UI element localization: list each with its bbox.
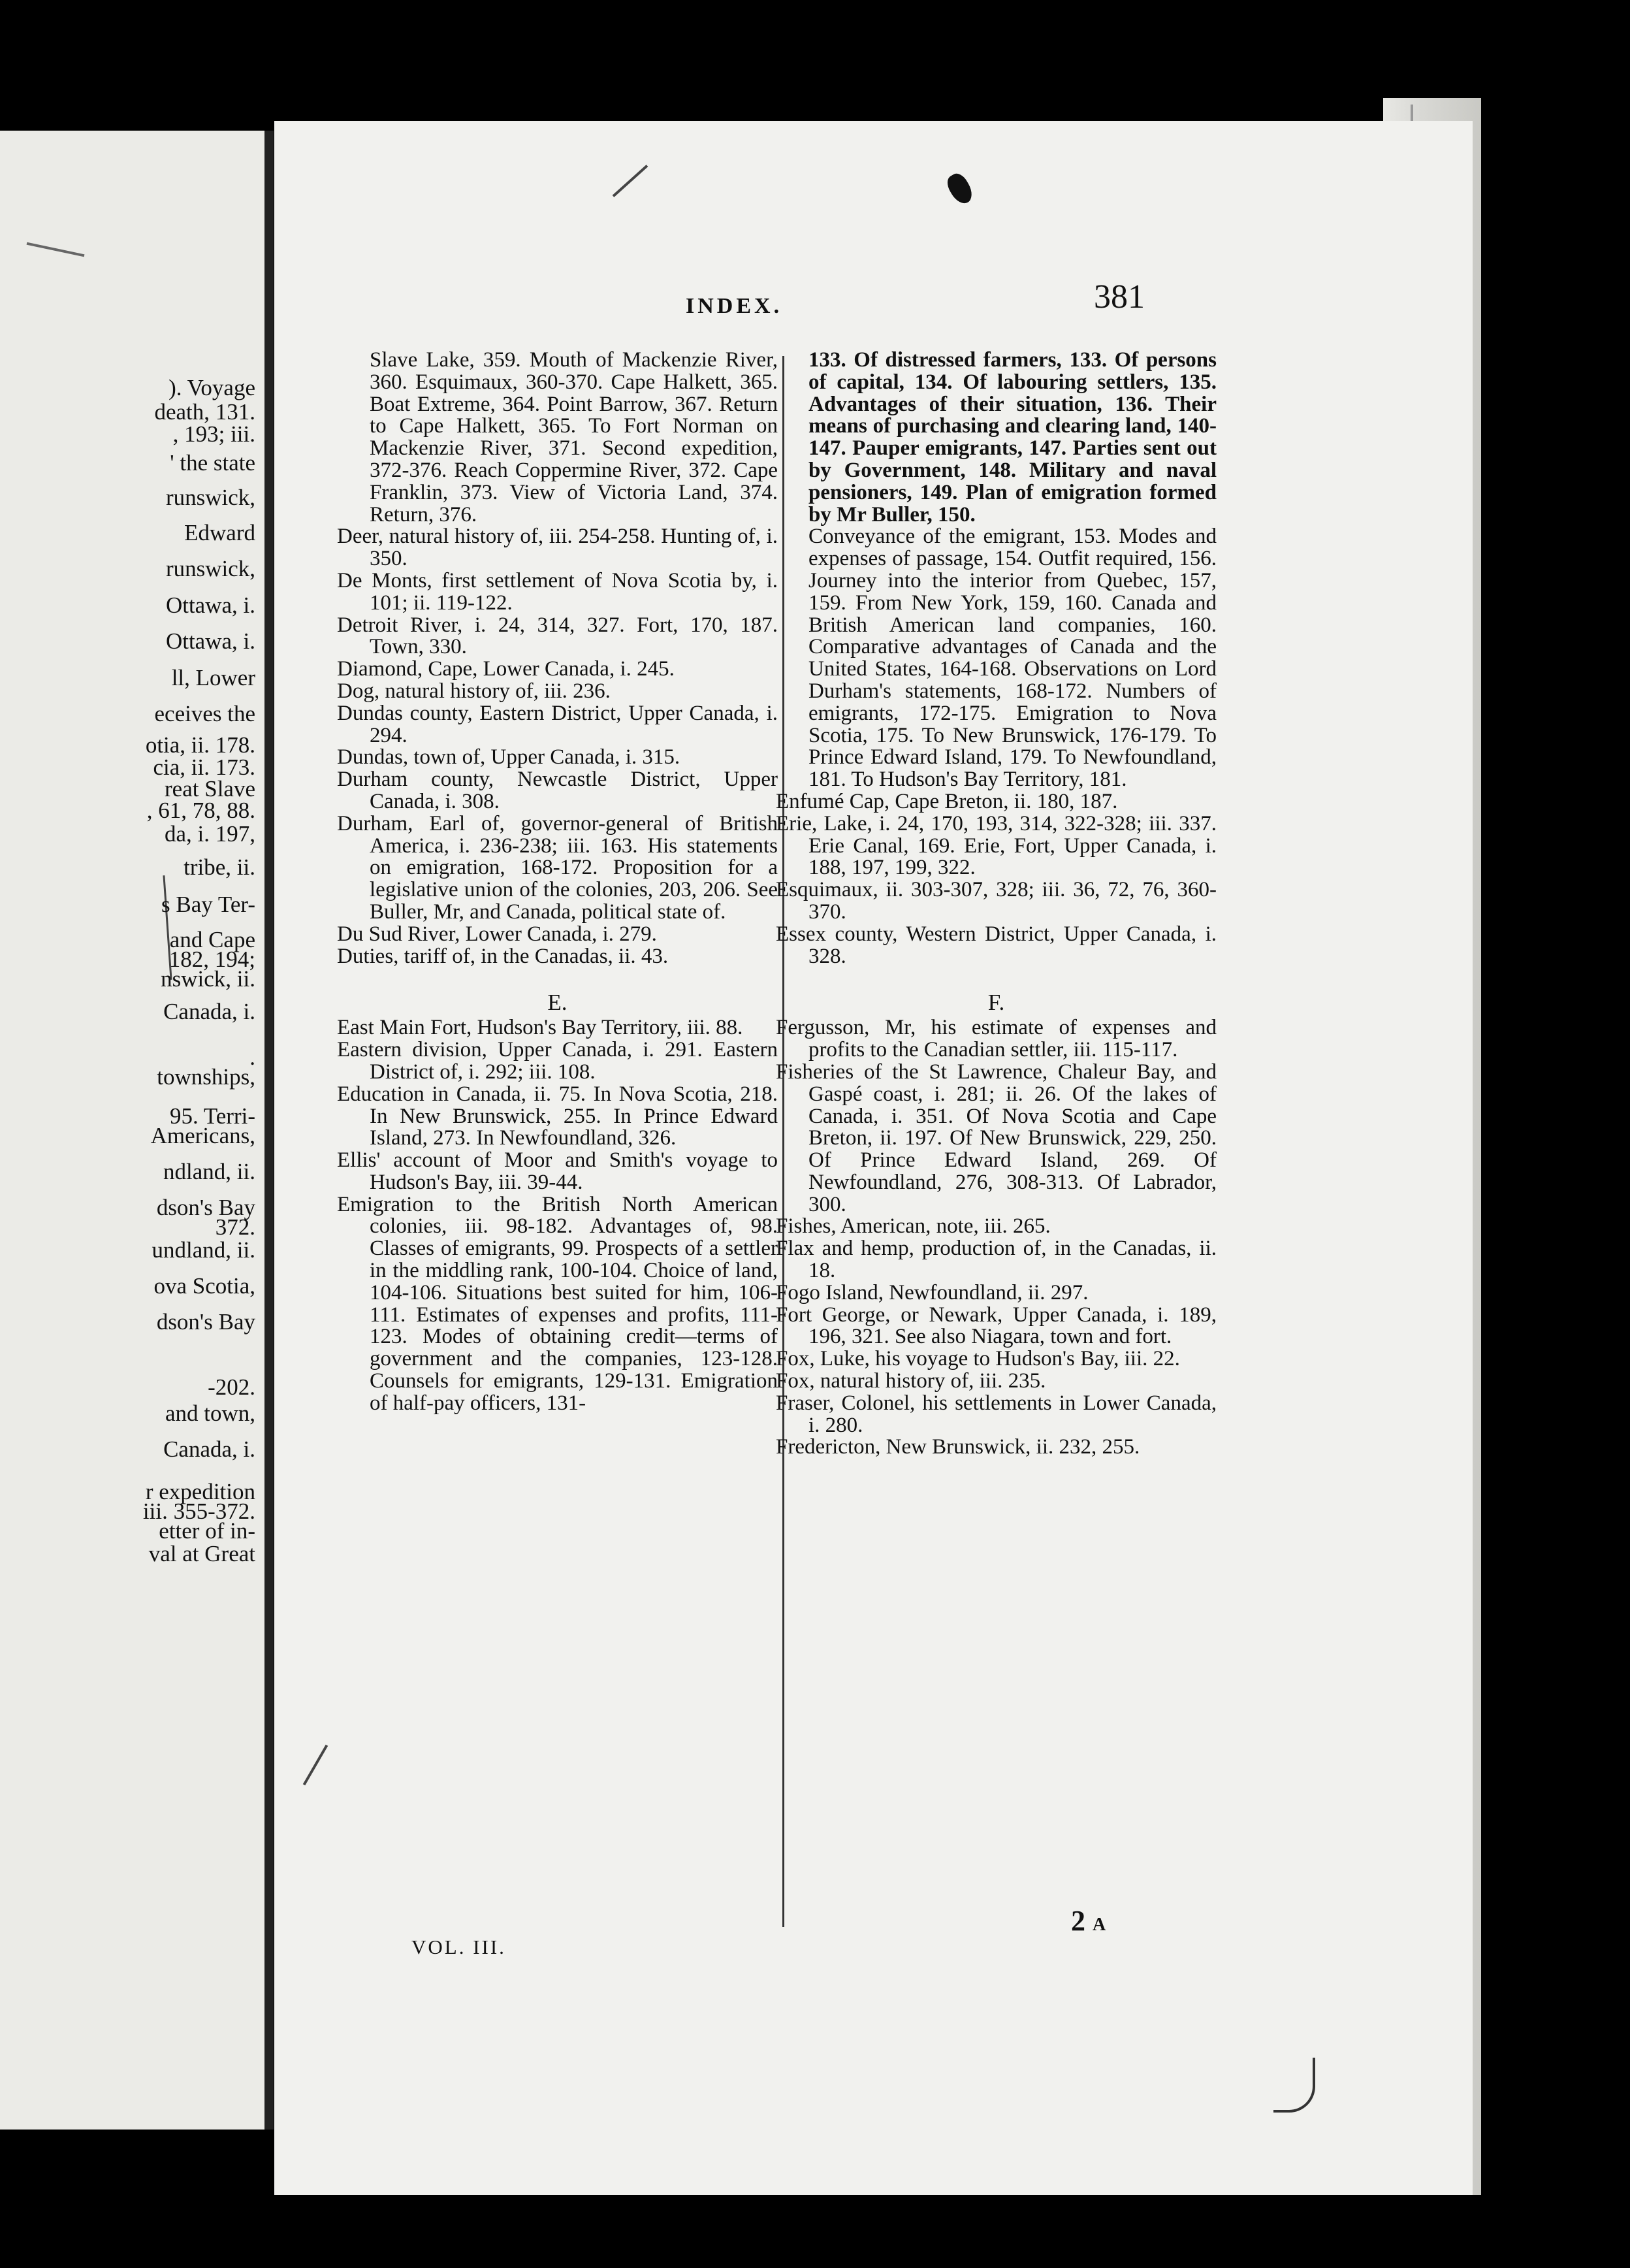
facing-page-text: and town, — [165, 1401, 255, 1426]
index-entry: Fort George, or Newark, Upper Canada, i. 189, 196, 321. See also Niagara, town and fort. — [776, 1303, 1217, 1349]
index-entry: Duties, tariff of, in the Canadas, ii. 43. — [337, 944, 669, 968]
entries-f — [776, 1017, 1217, 1459]
index-entry: Fraser, Colonel, his settlements in Lower Canada, i. 280. — [776, 1391, 1217, 1437]
facing-page-text: ll, Lower — [171, 665, 255, 690]
continued-entry: Conveyance of the emigrant, 153. Modes and expenses of passage, 154. Outfit required, 156. Journey into the interior from Quebec, 157, 159. From New York, 159, 160. Canada and British American land companies, 160. Comparative advantages of Canada and the United States, 164-168. Observations on Lord Durham's statements, 168-172. Numbers of emigrants, 172-175. Emigration to Nova Scotia, 175. To New Brunswick, 176-179. To Prince Edward Island, 179. To Newfoundland, 181. To Hudson's Bay Territory, 181. — [808, 525, 1217, 792]
running-head: INDEX. — [686, 294, 783, 318]
facing-page-text: eceives the — [154, 701, 255, 726]
facing-page-text: . — [249, 1045, 255, 1070]
index-entry: Durham, Earl of, governor-general of British America, i. 236-238; iii. 163. His statements on emigration, 168-172. Proposition for a legislative union of the colonies, 203, 206. See Buller, Mr, and Canada, political state of. — [337, 811, 778, 924]
index-entry: Eastern division, Upper Canada, i. 291. Eastern District of, i. 292; iii. 108. — [337, 1038, 778, 1084]
facing-page-text: r expedition — [145, 1479, 255, 1504]
index-column-right — [776, 349, 1217, 1459]
facing-page-text: ova Scotia, — [153, 1273, 255, 1299]
entries-e — [337, 1017, 778, 1414]
facing-page-text: iii. 355-372. — [142, 1498, 255, 1524]
facing-page-text: Americans, — [150, 1123, 255, 1148]
index-entry: Erie, Lake, i. 24, 170, 193, 314, 322-328; iii. 337. Erie Canal, 169. Erie, Fort, Upper Canada, i. 188, 197, 199, 322. — [776, 811, 1217, 880]
facing-page-text: runswick, — [165, 556, 255, 581]
facing-page-text: val at Great — [148, 1541, 255, 1566]
facing-page-text: undland, ii. — [152, 1237, 255, 1263]
index-entry: Du Sud River, Lower Canada, i. 279. — [337, 922, 657, 946]
facing-page-text: death, 131. — [154, 399, 255, 425]
index-entry: Essex county, Western District, Upper Canada, i. 328. — [776, 922, 1217, 968]
index-entry: Fisheries of the St Lawrence, Chaleur Bay, and Gaspé coast, i. 281; ii. 26. Of the lakes of Canada, i. 351. Of Nova Scotia and Cape Breton, ii. 197. Of New Brunswick, 229, 250. Of Prince Edward Island, 269. Of Newfoundland, 276, 308-313. Of Labrador, 300. — [776, 1060, 1217, 1216]
entries-d — [337, 526, 778, 967]
page-number: 381 — [1094, 278, 1145, 316]
facing-page-text: runswick, — [165, 485, 255, 510]
index-column-left — [337, 349, 778, 1415]
index-entry: Diamond, Cape, Lower Canada, i. 245. — [337, 657, 675, 681]
facing-page-text: da, i. 197, — [164, 821, 255, 847]
volume-footer: VOL. III. — [411, 1936, 506, 1958]
facing-page-text: ). Voyage — [168, 375, 255, 400]
facing-page-text: Canada, i. — [163, 1436, 255, 1462]
facing-page-text: ' the state — [170, 450, 255, 476]
facing-page-text: dson's Bay — [156, 1309, 255, 1335]
facing-page-text: s Bay Ter- — [161, 892, 255, 917]
facing-page-text: otia, ii. 178. — [145, 732, 255, 758]
facing-page-text: Edward — [184, 520, 255, 545]
facing-page-text: townships, — [157, 1064, 255, 1090]
facing-page-text: dson's Bay — [156, 1195, 255, 1220]
index-entry: Ellis' account of Moor and Smith's voyage to Hudson's Bay, iii. 39-44. — [337, 1148, 778, 1194]
index-entry: De Monts, first settlement of Nova Scotia by, i. 101; ii. 119-122. — [337, 568, 778, 615]
index-entry: Fishes, American, note, iii. 265. — [776, 1214, 1051, 1239]
facing-page-text: reat Slave — [165, 776, 255, 802]
index-entry: Durham county, Newcastle District, Upper Canada, i. 308. — [337, 768, 778, 813]
facing-page-text: 182, 194; — [168, 947, 255, 972]
index-entry: Dundas county, Eastern District, Upper Canada, i. 294. — [337, 701, 778, 747]
facing-page-text: Ottawa, i. — [165, 592, 255, 618]
index-entry: Emigration to the British North American colonies, iii. 98-182. Advantages of, 98. Classes of emigrants, 99. Prospects of a settler in the middling rank, 100-104. Choice of land, 104-106. Situations best suited for him, 106-111. Estimates of expenses and profits, 111-123. Modes of obtaining credit—terms of government and the companies, 123-128. Counsels for emigrants, 129-131. Emigration of half-pay officers, 131- — [337, 1192, 778, 1415]
index-entry: Fogo Island, Newfoundland, ii. 297. — [776, 1280, 1089, 1304]
continued-entry: Slave Lake, 359. Mouth of Mackenzie River, 360. Esquimaux, 360-370. Cape Halkett, 365. Boat Extreme, 364. Point Barrow, 367. Return to Cape Halkett, 365. To Fort Norman on Mackenzie River, 371. Second expedition, 372-376. Reach Coppermine River, 372. Cape Franklin, 373. View of Victoria Land, 374. Return, 376. — [370, 348, 778, 526]
signature-mark — [1071, 1904, 1106, 1937]
index-entry: Detroit River, i. 24, 314, 327. Fort, 170, 187. Town, 330. — [337, 613, 778, 659]
facing-page-text: -202. — [208, 1374, 255, 1400]
facing-page-text: and Cape — [169, 927, 255, 952]
index-entry: Dundas, town of, Upper Canada, i. 315. — [337, 745, 680, 770]
continued-entry-bold: 133. Of distressed farmers, 133. Of persons of capital, 134. Of labouring settlers, 135. Advantages of their situation, 136. Their means of purchasing and clearing land, 140-147. Pauper emigrants, 147. Parties sent out by Government, 148. Military and naval pensioners, 149. Plan of emigration formed by Mr Buller, 150. — [808, 348, 1217, 526]
index-entry: Fox, Luke, his voyage to Hudson's Bay, iii. 22. — [776, 1347, 1180, 1371]
index-entry: Fredericton, New Brunswick, ii. 232, 255. — [776, 1435, 1140, 1459]
index-entry: Esquimaux, ii. 303-307, 328; iii. 36, 72, 76, 360-370. — [776, 878, 1217, 924]
facing-page-text: Canada, i. — [163, 999, 255, 1024]
index-entry: Enfumé Cap, Cape Breton, ii. 180, 187. — [776, 789, 1118, 813]
index-entry: Fox, natural history of, iii. 235. — [776, 1369, 1046, 1393]
facing-page-text: Ottawa, i. — [165, 628, 255, 654]
index-entry: East Main Fort, Hudson's Bay Territory, iii. 88. — [337, 1016, 743, 1040]
entries-e — [776, 791, 1217, 967]
facing-page-fragment — [0, 131, 274, 2130]
scratch-mark — [27, 242, 85, 257]
facing-page-text: nswick, ii. — [161, 966, 255, 992]
facing-page-text: cia, ii. 173. — [153, 754, 255, 780]
index-entry: Flax and hemp, production of, in the Canadas, ii. 18. — [776, 1237, 1217, 1283]
index-entry: Fergusson, Mr, his estimate of expenses and profits to the Canadian settler, iii. 115-117. — [776, 1016, 1217, 1062]
facing-page-text: , 61, 78, 88. — [146, 798, 255, 823]
facing-page-text: etter of in- — [159, 1518, 255, 1544]
facing-page-text: 372. — [215, 1214, 255, 1240]
signature-letter: A — [1093, 1915, 1106, 1935]
facing-page-text: 95. Terri- — [169, 1103, 255, 1129]
section-letter-f: F. — [987, 990, 1005, 1016]
index-entry: Dog, natural history of, iii. 236. — [337, 679, 611, 703]
signature-number: 2 — [1071, 1905, 1085, 1937]
section-letter-e: E. — [547, 990, 567, 1016]
index-entry: Education in Canada, ii. 75. In Nova Scotia, 218. In New Brunswick, 255. In Prince Edward Island, 273. In Newfoundland, 326. — [337, 1082, 778, 1150]
facing-page-text: ndland, ii. — [163, 1159, 255, 1184]
index-entry: Deer, natural history of, iii. 254-258. Hunting of, i. 350. — [337, 525, 778, 571]
facing-page-text: , 193; iii. — [172, 421, 255, 447]
facing-page-text: tribe, ii. — [184, 854, 255, 880]
